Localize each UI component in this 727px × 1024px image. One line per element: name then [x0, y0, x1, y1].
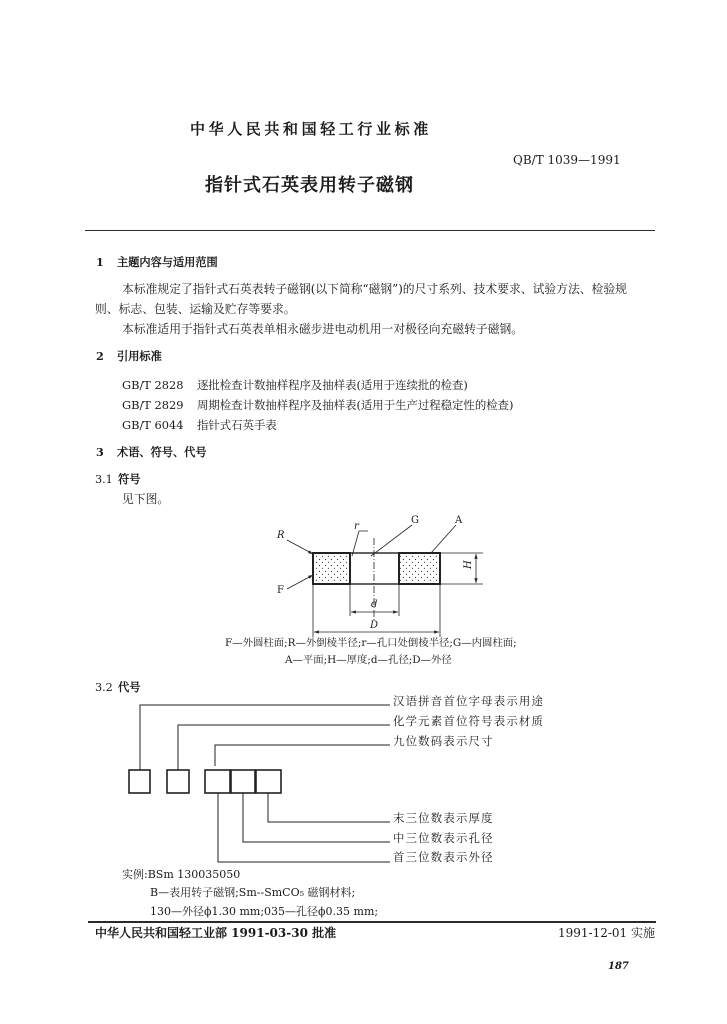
- section3-2-number: 3.2: [95, 681, 113, 694]
- right-solid-section: [399, 553, 440, 584]
- connector-outer-diameter: [218, 793, 390, 862]
- leader-A: [431, 525, 456, 553]
- reference-title: 指针式石英手表: [197, 418, 277, 432]
- label-d: d: [371, 599, 378, 610]
- reference-code: GB/T 2829: [122, 398, 184, 412]
- reference-code: GB/T 6044: [122, 418, 184, 432]
- section2-number: 2: [96, 349, 104, 363]
- label-A: A: [455, 515, 463, 526]
- label-D: D: [370, 620, 379, 631]
- section1-number: 1: [96, 255, 104, 269]
- connector-thickness: [268, 793, 390, 822]
- code-box-usage: [129, 770, 150, 793]
- section1-para2: 本标准适用于指针式石英表单相永磁步进电动机用一对极径向充磁转子磁钢。: [122, 322, 524, 336]
- left-solid-section: [313, 553, 350, 584]
- leader-F: [287, 575, 313, 589]
- label-G: G: [411, 515, 419, 526]
- reference-code: GB/T 2828: [122, 378, 184, 392]
- hole-section: [350, 553, 399, 584]
- section2-heading: 引用标准: [117, 349, 162, 363]
- leader-r: [352, 531, 368, 556]
- reference-title: 逐批检查计数抽样程序及抽样表(适用于连续批的检查): [197, 378, 468, 392]
- section3-heading: 术语、符号、代号: [117, 445, 207, 459]
- section3-1-number: 3.1: [95, 473, 113, 486]
- label-R: R: [277, 530, 285, 541]
- section1-para1-line1: 本标准规定了指针式石英表转子磁钢(以下简称“磁钢”)的尺寸系列、技术要求、试验方法、检验规: [122, 282, 627, 296]
- code-label-outer-diameter: 首三位数表示外径: [393, 850, 494, 864]
- code-box-hole-diameter: [231, 770, 255, 793]
- magnet-cross-section-figure: [287, 525, 483, 637]
- section3-2-heading: 代号: [118, 680, 141, 694]
- standard-number: QB/T 1039—1991: [513, 153, 621, 167]
- label-F: F: [277, 585, 284, 596]
- code-label-hole-diameter: 中三位数表示孔径: [393, 831, 494, 845]
- section3-1-heading: 符号: [118, 472, 141, 486]
- leader-R: [287, 540, 313, 554]
- figure-intro: 见下图。: [122, 492, 170, 506]
- approval-line: 中华人民共和国轻工业部 1991-03-30 批准: [95, 926, 337, 940]
- connector-size: [215, 745, 390, 766]
- page-number: 187: [608, 961, 629, 972]
- code-box-thickness: [256, 770, 281, 793]
- code-label-thickness: 末三位数表示厚度: [393, 811, 494, 825]
- code-label-usage: 汉语拼音首位字母表示用途: [393, 694, 545, 708]
- connector-material: [178, 725, 390, 770]
- label-r: r: [354, 521, 359, 532]
- leader-G: [371, 525, 412, 556]
- footer-divider: [88, 921, 656, 923]
- connector-usage: [140, 705, 390, 770]
- code-label-size: 九位数码表示尺寸: [393, 734, 494, 748]
- effective-date: 1991-12-01 实施: [558, 926, 656, 940]
- code-label-material: 化学元素首位符号表示材质: [393, 714, 545, 728]
- figure-caption-line2: A—平面;H—厚度;d—孔径;D—外径: [285, 654, 452, 666]
- section1-heading: 主题内容与适用范围: [117, 255, 218, 269]
- document-title: 指针式石英表用转子磁钢: [205, 175, 414, 196]
- code-box-outer-diameter: [205, 770, 230, 793]
- code-box-material: [167, 770, 189, 793]
- example-line3: 130—外径ϕ1.30 mm;035—孔径ϕ0.35 mm;: [150, 905, 379, 918]
- connector-hole-diameter: [243, 793, 390, 842]
- section1-para1-line2: 则、标志、包装、运输及贮存等要求。: [95, 302, 296, 316]
- header-divider: [85, 230, 655, 231]
- code-structure-diagram: [129, 705, 390, 862]
- org-title: 中华人民共和国轻工行业标准: [190, 120, 432, 138]
- figure-caption-line1: F—外圆柱面;R—外倒棱半径;r—孔口处倒棱半径;G—内圆柱面;: [225, 637, 517, 649]
- example-line2: B—表用转子磁钢;Sm--SmCO₅ 磁钢材料;: [150, 886, 356, 899]
- section3-number: 3: [96, 445, 104, 459]
- reference-title: 周期检查计数抽样程序及抽样表(适用于生产过程稳定性的检查): [197, 398, 514, 412]
- example-line1: 实例:BSm 130035050: [122, 868, 241, 881]
- label-H: H: [463, 560, 474, 569]
